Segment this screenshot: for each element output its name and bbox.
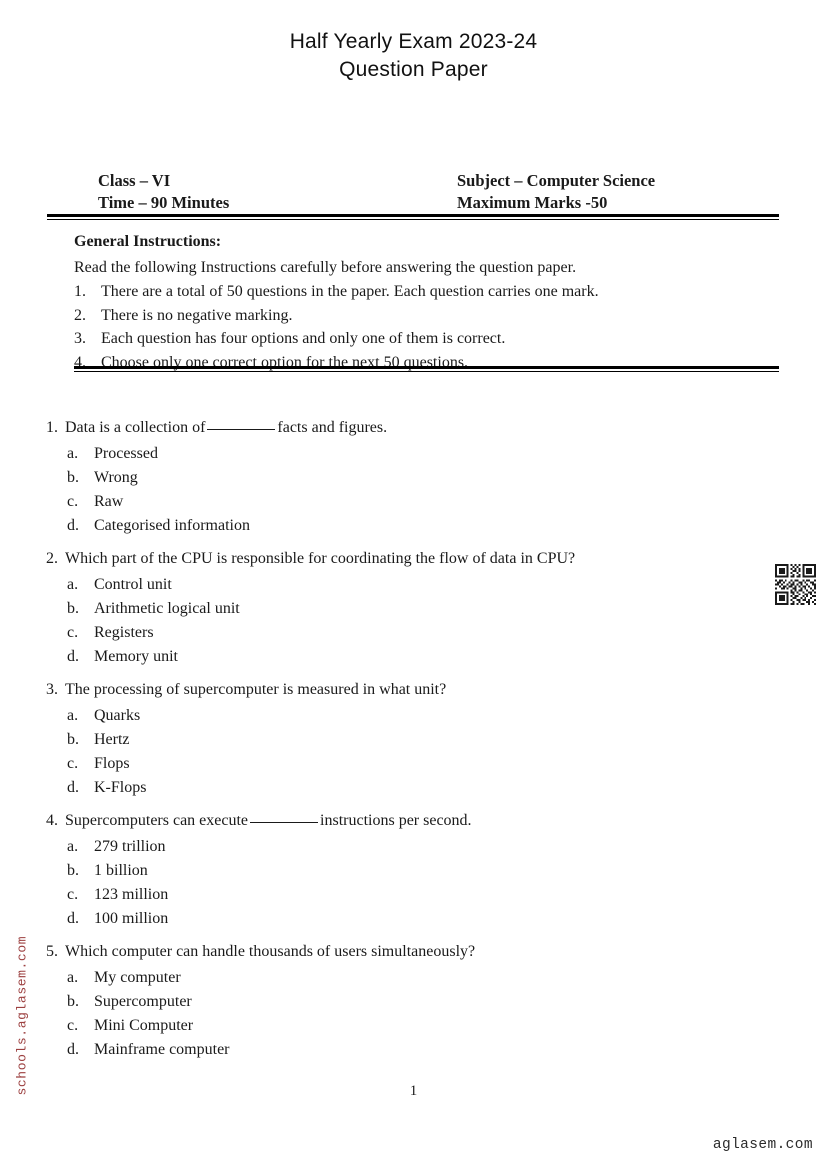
option-item[interactable]: [46, 704, 786, 728]
page-number: 1: [409, 1083, 418, 1099]
question-item: [46, 808, 786, 931]
option-list: [46, 573, 786, 669]
option-item[interactable]: [46, 442, 786, 466]
option-item[interactable]: [46, 490, 786, 514]
option-list: [46, 966, 786, 1062]
general-instructions: [74, 230, 780, 374]
option-letter: a.: [67, 969, 79, 986]
option-list: [46, 442, 786, 538]
option-letter: d.: [67, 779, 79, 796]
option-item[interactable]: [46, 835, 786, 859]
page-title: [0, 28, 827, 84]
option-item[interactable]: [46, 728, 786, 752]
option-letter: a.: [67, 576, 79, 593]
option-text: Raw: [94, 493, 124, 510]
option-item[interactable]: [46, 907, 786, 931]
option-item[interactable]: [46, 573, 786, 597]
option-letter: a.: [67, 445, 79, 462]
question-item: [46, 546, 786, 669]
question-number: 5.: [46, 943, 58, 960]
option-text: 279 trillion: [94, 838, 166, 855]
option-text: Processed: [94, 445, 158, 462]
questions-list: [46, 415, 786, 1070]
option-letter: c.: [67, 886, 79, 903]
option-letter: b.: [67, 469, 79, 486]
option-text: Flops: [94, 755, 130, 772]
title-line-1: Half Yearly Exam 2023-24: [289, 30, 538, 53]
time-label: Time – 90 Minutes: [98, 193, 230, 212]
option-text: Arithmetic logical unit: [94, 600, 240, 617]
option-text: Memory unit: [94, 648, 178, 665]
instructions-heading: General Instructions:: [74, 233, 222, 250]
question-text: Which part of the CPU is responsible for coordinating the flow of data in CPU?: [65, 550, 576, 567]
option-letter: a.: [67, 707, 79, 724]
option-item[interactable]: [46, 776, 786, 800]
option-letter: c.: [67, 755, 79, 772]
option-letter: d.: [67, 517, 79, 534]
option-letter: c.: [67, 624, 79, 641]
question-text: Which computer can handle thousands of users simultaneously?: [65, 943, 476, 960]
question-text: [65, 415, 786, 441]
option-item[interactable]: [46, 514, 786, 538]
instruction-item: [74, 327, 780, 351]
exam-header-left: [47, 170, 457, 214]
option-text: Registers: [94, 624, 154, 641]
option-item[interactable]: [46, 966, 786, 990]
question-number: 4.: [46, 812, 58, 829]
option-text: Quarks: [94, 707, 141, 724]
fill-blank: [207, 418, 275, 430]
question-text-after: facts and figures.: [277, 419, 388, 436]
option-item[interactable]: [46, 466, 786, 490]
instruction-number: 3.: [74, 330, 86, 347]
instruction-number: 4.: [74, 353, 86, 371]
option-letter: b.: [67, 600, 79, 617]
instruction-item: [74, 304, 780, 328]
qr-code-icon[interactable]: [775, 564, 816, 605]
option-letter: c.: [67, 493, 79, 510]
option-text: Categorised information: [94, 517, 250, 534]
option-letter: d.: [67, 1041, 79, 1058]
instruction-item: [74, 280, 780, 304]
question-text-after: instructions per second.: [320, 812, 472, 829]
option-text: Supercomputer: [94, 993, 192, 1010]
option-item[interactable]: [46, 621, 786, 645]
instruction-number: 2.: [74, 306, 86, 324]
option-letter: b.: [67, 993, 79, 1010]
option-text: Mini Computer: [94, 1017, 194, 1034]
max-marks-label: Maximum Marks -50: [457, 193, 608, 212]
question-item: [46, 939, 786, 1062]
option-text: Hertz: [94, 731, 130, 748]
option-text: 123 million: [94, 886, 169, 903]
instructions-divider-rule: [74, 366, 779, 372]
class-label: Class – VI: [98, 171, 171, 190]
option-text: 1 billion: [94, 862, 148, 879]
option-letter: b.: [67, 731, 79, 748]
subject-label: Subject – Computer Science: [457, 171, 656, 190]
option-text: Wrong: [94, 469, 138, 486]
option-list: [46, 704, 786, 800]
instruction-text: Each question has four options and only one of them is correct.: [101, 330, 506, 347]
instruction-text: There is no negative marking.: [101, 306, 293, 324]
question-text-before: Data is a collection of: [65, 419, 206, 436]
option-list: [46, 835, 786, 931]
exam-header-right: [457, 170, 779, 214]
option-item[interactable]: [46, 1038, 786, 1062]
option-letter: d.: [67, 910, 79, 927]
instruction-number: 1.: [74, 283, 86, 300]
question-stem: [46, 677, 786, 703]
option-letter: d.: [67, 648, 79, 665]
question-text: The processing of supercomputer is measured in what unit?: [65, 681, 447, 698]
question-item: [46, 677, 786, 800]
question-number: 1.: [46, 419, 58, 436]
option-item[interactable]: [46, 883, 786, 907]
title-line-2: Question Paper: [339, 58, 488, 81]
question-text-before: Supercomputers can execute: [65, 812, 249, 829]
option-letter: b.: [67, 862, 79, 879]
exam-header: [47, 170, 779, 214]
question-item: [46, 415, 786, 538]
option-text: K-Flops: [94, 779, 147, 796]
option-letter: a.: [67, 838, 79, 855]
option-text: Mainframe computer: [94, 1041, 230, 1058]
option-item[interactable]: [46, 990, 786, 1014]
question-stem: [46, 546, 786, 572]
question-stem: [46, 939, 786, 965]
question-number: 2.: [46, 550, 58, 567]
question-number: 3.: [46, 681, 58, 698]
option-text: My computer: [94, 969, 181, 986]
fill-blank: [250, 811, 318, 823]
option-item[interactable]: [46, 645, 786, 669]
option-text: Control unit: [94, 576, 172, 593]
option-item[interactable]: [46, 859, 786, 883]
option-item[interactable]: [46, 597, 786, 621]
option-item[interactable]: [46, 752, 786, 776]
side-watermark: schools.aglasem.com: [14, 935, 30, 1096]
option-item[interactable]: [46, 1014, 786, 1038]
question-text: [65, 808, 786, 834]
brand-footer-watermark: aglasem.com: [712, 1137, 813, 1153]
option-letter: c.: [67, 1017, 79, 1034]
option-text: 100 million: [94, 910, 169, 927]
question-stem: [46, 808, 786, 834]
instructions-list: [74, 280, 780, 374]
instructions-lead: Read the following Instructions carefully before answering the question paper.: [74, 258, 577, 276]
header-divider-rule: [47, 214, 779, 220]
instruction-text: Choose only one correct option for the next 50 questions.: [101, 353, 469, 371]
instruction-text: There are a total of 50 questions in the paper. Each question carries one mark.: [101, 283, 599, 300]
question-stem: [46, 415, 786, 441]
